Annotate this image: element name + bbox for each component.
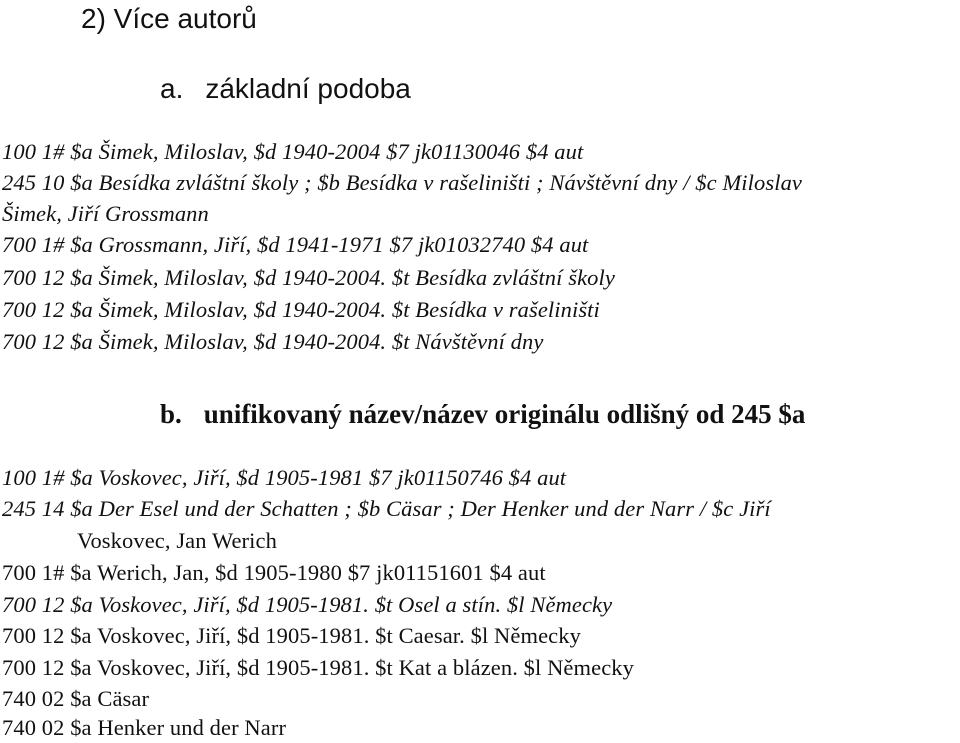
variant-b-marker: b.: [160, 399, 182, 429]
marc-line: 740 02 $a Cäsar: [2, 686, 150, 711]
marc-line: 740 02 $a Henker und der Narr: [2, 715, 287, 740]
variant-a-title: základní podoba: [205, 73, 411, 104]
variant-b-title: unifikovaný název/název originálu odlišný od 245 $a: [203, 399, 806, 429]
marc-line: 700 12 $a Voskovec, Jiří, $d 1905-1981. $t Caesar. $l Německy: [2, 623, 581, 648]
variant-a-marker: a.: [160, 73, 184, 104]
marc-line: 100 1# $a Voskovec, Jiří, $d 1905-1981 $7 jk01150746 $4 aut: [2, 465, 567, 490]
variant-a-heading: [160, 70, 411, 108]
marc-line: 700 12 $a Voskovec, Jiří, $d 1905-1981. $t Kat a blázen. $l Německy: [2, 655, 634, 680]
marc-line: 245 14 $a Der Esel und der Schatten ; $b Cäsar ; Der Henker und der Narr / $c Jiří: [2, 496, 771, 521]
marc-line: Voskovec, Jan Werich: [77, 528, 277, 553]
marc-line: 245 10 $a Besídka zvláštní školy ; $b Besídka v rašeliništi ; Návštěvní dny / $c Miloslav: [2, 170, 803, 195]
marc-line: 700 1# $a Werich, Jan, $d 1905-1980 $7 jk01151601 $4 aut: [2, 560, 546, 585]
marc-line: 700 1# $a Grossmann, Jiří, $d 1941-1971 $7 jk01032740 $4 aut: [2, 232, 589, 257]
section-title: 2) Více autorů: [81, 3, 257, 34]
marc-line: 100 1# $a Šimek, Miloslav, $d 1940-2004 $7 jk01130046 $4 aut: [2, 139, 584, 164]
marc-line: 700 12 $a Voskovec, Jiří, $d 1905-1981. $t Osel a stín. $l Německy: [2, 592, 613, 617]
marc-line: 700 12 $a Šimek, Miloslav, $d 1940-2004. $t Besídka zvláštní školy: [2, 265, 615, 290]
variant-b-heading: [160, 395, 805, 433]
marc-line: 700 12 $a Šimek, Miloslav, $d 1940-2004. $t Návštěvní dny: [2, 329, 544, 354]
marc-line: Šimek, Jiří Grossmann: [2, 201, 209, 226]
marc-line: 700 12 $a Šimek, Miloslav, $d 1940-2004. $t Besídka v rašeliništi: [2, 297, 600, 322]
